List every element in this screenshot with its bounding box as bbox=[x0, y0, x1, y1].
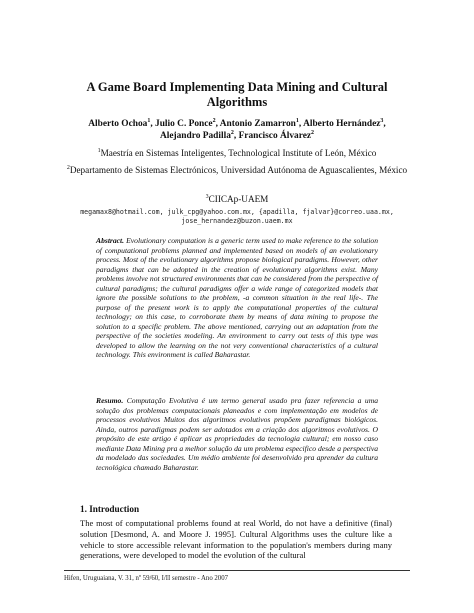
section-heading: 1. Introduction bbox=[80, 504, 140, 514]
abstract-text: Evolutionary computation is a generic term used to make reference to the solution of computational problems planned and implemented based on models of an evolutionary process. Most of the evolutionary algorithms propose biological paradigms. However, other paradigms that can be adopted in the creation of evolutionary algorithms exist. Many problems involve not structured environments that can be considered from the perspective of cultural paradigms; the cultural paradigms offer a wide range of categorized models that ignore the possible solutions to the problem, -a common situation in the real life-. The purpose of the present work is to apply the computational properties of the cultural technology; on this case, to corroborate them by means of data mining to propose the solution to a specific problem. The above mentioned, carrying out an adaptation from the perspective of the societies modeling. An environment to carry out tests of this type was developed to allow the learning on the not very conventional characteristics of a cultural technology. This environment is called Baharastar. bbox=[96, 236, 378, 359]
abstract bbox=[96, 236, 378, 360]
author-list bbox=[50, 118, 424, 142]
author: Antonio Zamarron$^1$, bbox=[219, 117, 304, 129]
affiliation: $^3$CIICAp-UAEM bbox=[205, 193, 269, 204]
resumo bbox=[96, 396, 378, 472]
abstract-label: Abstract. bbox=[96, 236, 125, 245]
author: Francisco Álvarez$^2$ bbox=[238, 129, 315, 141]
intro-paragraph: The most of computational problems found at real World, do not have a definitive (final) solution [Desmond, A. and Moore J. 1995]. Cultural Algorithms uses the culture like a vehicle to store accessible relevant information to the population's members during many generations, were developed to model the evolution of the cultural bbox=[80, 518, 392, 561]
resumo-text: Computação Evolutiva é um termo general usado pra fazer referencia a uma solução dos problemas computacionais planeados e com implementação em modelos de processos evolutivos Muitos dos algoritmos evolutivos propõem paradigmas biológicos. Ainda, outros paradigmas podem ser adotados em a criação dos algoritmos evolutivos. O propósito de este artigo é aplicar as propriedades da tecnologia cultural; em nosso caso mediante Data Mining pra a melhor solução da um problema especifico desde a perspectiva da modelado das sociedades. Um médio ambiente foi desenvolvido pra aprender da cultura tecnológica chamado Baharastar. bbox=[96, 396, 378, 472]
resumo-label: Resumo. bbox=[96, 396, 124, 405]
paper-title: A Game Board Implementing Data Mining and Cultural Algorithms bbox=[86, 80, 388, 109]
author: Alberto Ochoa$^1$, bbox=[88, 117, 156, 129]
author: Julio C. Ponce$^2$, bbox=[155, 117, 220, 129]
page-footer: Hifen, Uruguaiana, V. 31, nº 59/60, I/II semestre - Ano 2007 bbox=[64, 575, 229, 582]
footer-divider bbox=[64, 570, 410, 571]
author: Alejandro Padilla$^2$, bbox=[159, 129, 239, 141]
author-emails: megamax8@hotmail.com, julk_cpg@yahoo.com.mx, {apadilla, fjalvar}@correo.uaa.mx, jose_hernandez@buzon.uaem.mx bbox=[80, 208, 394, 225]
author: Alberto Hernández$^3$, bbox=[303, 117, 386, 129]
affiliation: $^2$Departamento de Sistemas Electrónicos, Universidad Autónoma de Aguascalientes, México bbox=[66, 164, 408, 175]
affiliation: $^1$Maestría en Sistemas Inteligentes, Technological Institute of León, México bbox=[97, 147, 377, 158]
